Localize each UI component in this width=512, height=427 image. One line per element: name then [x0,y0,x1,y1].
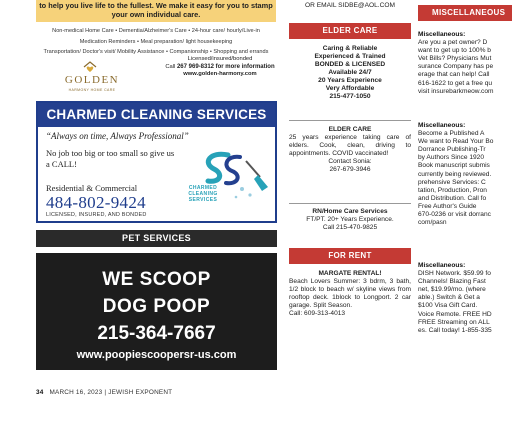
ad-line: Vet Bills? Physicians Mut [418,55,492,63]
ad-phone[interactable]: 215-477-1050 [329,93,371,100]
ad-line: Book manuscript submis [418,162,490,170]
elder-care-ad-2 [289,126,411,174]
golden-phone[interactable]: 267 969-8312 [176,63,215,70]
ad-line: We want to Read Your Bo [418,138,494,146]
golden-harmony-ad [36,0,276,94]
charmed-call-text: No job too big or too small so give us a CALL! [46,148,175,169]
ad-line: BONDED & LICENSED [314,61,386,68]
ad-line: FREE Streaming on ALL [418,318,490,326]
ad-line: and Distribution. Call fo [418,194,487,202]
ad-line: 616-1622 to get a free qu [418,79,493,87]
divider [289,120,411,121]
charmed-logo-words [182,185,224,203]
golden-logo-tag: HARMONY HOME CARE [68,88,116,92]
cleaning-swirl-icon [180,147,272,215]
divider [289,203,411,204]
ad-line: Caring & Reliable [322,45,378,52]
for-rent-header: FOR RENT [289,248,411,264]
charmed-phone[interactable]: 484-802-9424 [46,193,146,212]
ad-line: surance Company has pe [418,63,494,71]
ad-contact: Contact Sonia: [328,158,372,165]
scoop-line-2: DOG POOP [102,296,211,317]
ad-line: Dorrance Publishing-Tr [418,146,486,154]
service-line: Medication Reminders • Meal preparation/ light housekeeping [79,38,233,45]
footer-separator: | [104,389,107,396]
call-suffix: for more information [215,63,275,70]
charmed-quote: “Always on time, Always Professional” [46,131,189,141]
miscellaneous-header-wrap [418,5,512,21]
charmed-cleaning-ad [36,101,277,223]
ad-line: net, $19.99/mo. (where [418,286,486,294]
ad-line: prehensive Services: C [418,178,486,186]
elder-care-ad-1 [289,45,411,101]
ad-line: $100 Visa Gift Card. [418,302,478,310]
charmed-service-type: Residential & Commercial [46,183,138,193]
scoop-website-link[interactable]: www.poopiescoopersr-us.com [76,349,237,361]
ad-body: FT/PT. 20+ Years Experience. [306,216,394,223]
ad-line: DISH Network. $59.99 fo [418,270,491,278]
charmed-logo [180,147,272,215]
ad-title: Miscellaneous: [418,122,466,129]
ad-phone[interactable]: Call 215-470-9825 [322,224,378,231]
misc-ad-dish-network [418,262,512,335]
golden-harmony-services [36,26,276,58]
golden-harmony-contact [164,56,276,79]
golden-harmony-tagline: to help you live life to the fullest. We make it easy for you to stamp your own individual care. [36,0,276,22]
ad-line: es. Call today! 1-855-335 [418,326,492,334]
ad-body: Beach Lovers Summer: 3 bdrm, 3 bath, 1/2 block to beach w/ skyline views from rooftop deck. 1block to Longport. 2 car garage. Split Season. [289,278,411,309]
ad-title: Miscellaneous: [418,31,466,38]
logo-word: CLEANING [188,191,218,197]
poop-scoop-ad [36,253,277,370]
miscellaneous-header: MISCELLANEOUS [418,5,512,21]
golden-harmony-logo [52,60,132,94]
ad-line: Experienced & Trained [314,53,386,60]
charmed-title: CHARMED CLEANING SERVICES [38,103,275,127]
golden-website-link[interactable]: www.golden-harmony.com [183,71,257,77]
ad-link[interactable]: visit insurebarkmeow.com [418,87,494,95]
misc-ad-pet-insurance [418,31,512,96]
ad-title: ELDER CARE [328,126,372,133]
rn-home-care-ad [289,208,411,232]
ad-line: Very Affordable [325,85,375,92]
ad-line: Become a Published A [418,130,485,138]
ad-line: 20 Years Experience [318,77,382,84]
page-footer [36,389,172,396]
ad-line: Available 24/7 [328,69,372,76]
ad-line: Voice Remote. FREE HD [418,310,492,318]
ad-line: 670-0236 or visit dorranc [418,211,491,219]
elder-care-header: ELDER CARE [289,23,411,39]
ad-body: 25 years experience taking care of elders. Cook, clean, driving to appointments. COVID vaccinated! [289,134,411,157]
issue-date: MARCH 16, 2023 [49,389,103,396]
ad-phone[interactable]: 267-679-3946 [329,166,371,173]
ad-line: erage that can help! Call [418,71,490,79]
licensed-text: Licensed/insured/bonded [187,56,253,62]
house-heart-icon [82,60,98,74]
charmed-licensed: LICENSED, INSURED, AND BONDED [46,212,147,218]
ad-line: want to get up to 100% b [418,47,491,55]
service-line: Non-medical Home Care • Dementia/Alzheimer's Care • 24-hour care/ hourly/Live-in [52,28,260,34]
ad-link[interactable]: com/pasn [418,219,447,227]
call-label: Call [165,63,176,70]
misc-ad-publishing [418,122,512,227]
ad-line: tation, Production, Pron [418,186,487,194]
ad-line: Channels! Blazing Fast [418,278,486,286]
publication-name: JEWISH EXPONENT [108,389,173,396]
ad-line: Free Author's Guide [418,202,477,210]
logo-word: CHARMED [188,185,218,191]
scoop-phone[interactable]: 215-364-7667 [97,323,216,344]
golden-logo-name: GOLDEN [64,74,120,86]
pet-services-header: PET SERVICES [36,230,277,247]
logo-word: SERVICES [188,197,218,203]
page-number: 34 [36,389,44,396]
ad-phone[interactable]: Call: 609-313-4013 [289,310,346,317]
scoop-line-1: WE SCOOP [102,269,211,290]
ad-line: Are you a pet owner? D [418,39,488,47]
margate-rental-ad [289,270,411,318]
service-line: Transportation/ Doctor's visit/ Mobility Assistance • Companionship • Shopping and errands [43,49,269,55]
call-line [164,64,276,72]
ad-title: MARGATE RENTAL! [318,270,382,277]
ad-title: Miscellaneous: [418,262,466,269]
ad-line: by Authors Since 1920 [418,154,484,162]
ad-line: able.) Switch & Get a [418,294,480,302]
ad-title: RN/Home Care Services [312,208,388,215]
ad-line: currently being reviewed. [418,170,492,178]
email-line: OR EMAIL SIDBE@AOL.COM [305,2,395,9]
